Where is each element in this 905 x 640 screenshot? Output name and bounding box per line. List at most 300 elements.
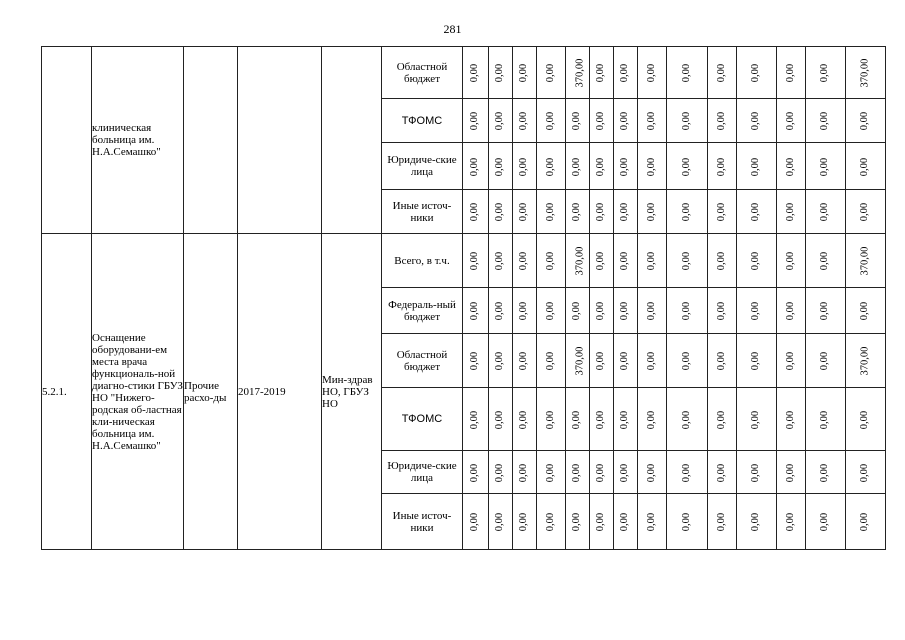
amount-cell (489, 143, 513, 190)
amount-cell (489, 190, 513, 234)
amount-cell (590, 190, 614, 234)
amount-cell (708, 47, 737, 99)
amount-cell (537, 388, 566, 451)
amount-cell (806, 143, 846, 190)
amount-cell (513, 494, 537, 550)
amount-cell (846, 388, 886, 451)
amount-cell (537, 288, 566, 334)
amount-cell (708, 143, 737, 190)
amount-value: 0,00 (819, 463, 831, 482)
amount-cell (614, 451, 638, 494)
amount-value: 0,00 (469, 463, 481, 482)
amount-cell (566, 190, 590, 234)
funding-source: Иные источ-ники (382, 494, 463, 550)
amount-value: 0,00 (819, 157, 831, 176)
amount-value: 0,00 (646, 512, 657, 532)
amount-cell (737, 494, 777, 550)
amount-value: 0,00 (469, 512, 481, 532)
amount-value: 0,00 (571, 463, 583, 482)
amount-value: 0,00 (494, 410, 506, 429)
amount-cell (590, 451, 614, 494)
amount-value: 0,00 (819, 251, 831, 271)
amount-cell (614, 334, 638, 388)
amount-value: 0,00 (785, 111, 796, 131)
amount-value: 0,00 (859, 111, 871, 131)
amount-value: 0,00 (750, 63, 762, 83)
amount-cell (489, 47, 513, 99)
amount-cell (708, 190, 737, 234)
amount-value: 0,00 (785, 157, 796, 176)
amount-cell (667, 494, 708, 550)
funding-source: ТФОМС (382, 388, 463, 451)
amount-value: 0,00 (518, 63, 530, 83)
amount-value: 0,00 (518, 157, 530, 176)
amount-cell (806, 234, 846, 288)
amount-cell (513, 288, 537, 334)
amount-value: 0,00 (859, 410, 871, 429)
amount-cell (566, 143, 590, 190)
amount-value: 0,00 (545, 301, 556, 321)
amount-cell (463, 334, 489, 388)
amount-cell (614, 190, 638, 234)
amount-value: 0,00 (681, 251, 692, 271)
amount-cell (777, 388, 806, 451)
amount-value: 0,00 (469, 111, 481, 131)
amount-value: 0,00 (518, 463, 530, 482)
amount-value: 0,00 (571, 301, 583, 321)
implementation-period (238, 47, 322, 234)
amount-value: 0,00 (785, 301, 796, 321)
amount-value: 0,00 (750, 463, 762, 482)
amount-cell (737, 143, 777, 190)
amount-cell (708, 388, 737, 451)
amount-value: 0,00 (469, 351, 481, 371)
amount-value: 0,00 (716, 63, 727, 83)
amount-value: 0,00 (518, 301, 530, 321)
amount-cell (737, 451, 777, 494)
amount-value: 370,00 (574, 58, 586, 88)
amount-cell (537, 143, 566, 190)
amount-cell (806, 388, 846, 451)
amount-value: 0,00 (494, 157, 506, 176)
amount-cell (489, 388, 513, 451)
amount-value: 0,00 (619, 351, 631, 371)
amount-cell (638, 388, 667, 451)
amount-cell (590, 143, 614, 190)
amount-value: 0,00 (518, 202, 530, 222)
amount-value: 0,00 (819, 63, 831, 83)
amount-cell (537, 334, 566, 388)
funding-source: Иные источ-ники (382, 190, 463, 234)
amount-cell (566, 288, 590, 334)
amount-cell (708, 288, 737, 334)
amount-value: 0,00 (619, 463, 631, 482)
amount-value: 0,00 (545, 111, 556, 131)
amount-value: 0,00 (494, 202, 506, 222)
amount-cell (667, 388, 708, 451)
amount-value: 0,00 (819, 301, 831, 321)
amount-value: 0,00 (494, 463, 506, 482)
amount-value: 0,00 (681, 463, 692, 482)
amount-value: 0,00 (716, 410, 727, 429)
amount-value: 0,00 (681, 351, 692, 371)
amount-cell (708, 334, 737, 388)
amount-cell (614, 234, 638, 288)
amount-value: 0,00 (545, 251, 556, 271)
amount-cell (777, 334, 806, 388)
amount-cell (737, 334, 777, 388)
amount-value: 0,00 (859, 157, 871, 176)
funding-source: Федераль-ный бюджет (382, 288, 463, 334)
amount-cell (513, 143, 537, 190)
amount-value: 0,00 (646, 202, 657, 222)
amount-cell (638, 234, 667, 288)
amount-value: 0,00 (646, 111, 657, 131)
amount-cell (513, 47, 537, 99)
amount-value: 0,00 (716, 463, 727, 482)
amount-cell (846, 47, 886, 99)
amount-cell (463, 451, 489, 494)
amount-value: 0,00 (518, 512, 530, 532)
amount-cell (590, 388, 614, 451)
table-row (42, 234, 886, 288)
amount-cell (846, 234, 886, 288)
amount-value: 0,00 (494, 351, 506, 371)
funding-source: Юридиче-ские лица (382, 143, 463, 190)
amount-value: 0,00 (819, 512, 831, 532)
amount-cell (614, 47, 638, 99)
amount-value: 0,00 (859, 463, 871, 482)
amount-cell (566, 494, 590, 550)
amount-value: 0,00 (545, 202, 556, 222)
amount-cell (537, 190, 566, 234)
amount-value: 0,00 (545, 463, 556, 482)
funding-source: Областной бюджет (382, 334, 463, 388)
amount-value: 0,00 (716, 301, 727, 321)
amount-value: 0,00 (518, 251, 530, 271)
amount-cell (806, 334, 846, 388)
amount-value: 0,00 (646, 410, 657, 429)
amount-value: 0,00 (750, 202, 762, 222)
amount-cell (489, 494, 513, 550)
amount-cell (777, 288, 806, 334)
amount-value: 0,00 (750, 301, 762, 321)
amount-cell (806, 190, 846, 234)
amount-value: 0,00 (619, 111, 631, 131)
amount-value: 0,00 (716, 351, 727, 371)
amount-value: 0,00 (785, 512, 796, 532)
amount-cell (463, 234, 489, 288)
amount-value: 0,00 (785, 202, 796, 222)
amount-value: 0,00 (681, 157, 692, 176)
amount-value: 0,00 (595, 63, 607, 83)
amount-cell (590, 47, 614, 99)
amount-value: 0,00 (571, 202, 583, 222)
amount-value: 0,00 (571, 512, 583, 532)
amount-cell (638, 47, 667, 99)
amount-value: 0,00 (595, 157, 607, 176)
amount-cell (566, 234, 590, 288)
amount-value: 0,00 (681, 63, 692, 83)
funding-source: Юридиче-ские лица (382, 451, 463, 494)
amount-value: 0,00 (819, 351, 831, 371)
amount-cell (638, 99, 667, 143)
amount-value: 0,00 (494, 251, 506, 271)
amount-value: 0,00 (819, 202, 831, 222)
funding-source: Областной бюджет (382, 47, 463, 99)
amount-value: 0,00 (859, 301, 871, 321)
amount-value: 0,00 (646, 351, 657, 371)
amount-value: 0,00 (750, 351, 762, 371)
amount-cell (737, 234, 777, 288)
amount-cell (777, 234, 806, 288)
amount-cell (566, 451, 590, 494)
amount-value: 0,00 (619, 410, 631, 429)
expense-type: Прочие расхо-ды (184, 234, 238, 550)
amount-value: 0,00 (469, 157, 481, 176)
amount-cell (806, 494, 846, 550)
amount-cell (537, 494, 566, 550)
amount-cell (638, 334, 667, 388)
executor: Мин-здрав НО, ГБУЗ НО (322, 234, 382, 550)
amount-cell (846, 143, 886, 190)
amount-cell (614, 99, 638, 143)
amount-cell (614, 494, 638, 550)
amount-value: 0,00 (750, 157, 762, 176)
amount-value: 0,00 (494, 63, 506, 83)
amount-cell (846, 451, 886, 494)
amount-cell (638, 288, 667, 334)
amount-cell (667, 47, 708, 99)
amount-value: 370,00 (859, 346, 871, 376)
amount-cell (566, 388, 590, 451)
measure-name: клиническая больница им. Н.А.Семашко" (92, 47, 184, 234)
amount-cell (590, 288, 614, 334)
amount-value: 0,00 (750, 111, 762, 131)
funding-source: Всего, в т.ч. (382, 234, 463, 288)
amount-value: 0,00 (571, 111, 583, 131)
amount-cell (638, 143, 667, 190)
amount-value: 0,00 (595, 351, 607, 371)
amount-cell (638, 494, 667, 550)
amount-cell (708, 451, 737, 494)
amount-cell (590, 334, 614, 388)
amount-value: 0,00 (545, 63, 556, 83)
amount-cell (489, 234, 513, 288)
amount-cell (806, 288, 846, 334)
amount-value: 0,00 (545, 512, 556, 532)
amount-cell (806, 451, 846, 494)
table-row (42, 47, 886, 99)
amount-cell (489, 288, 513, 334)
amount-value: 0,00 (571, 410, 583, 429)
amount-cell (614, 288, 638, 334)
amount-cell (777, 99, 806, 143)
amount-value: 0,00 (785, 63, 796, 83)
budget-table (41, 46, 886, 550)
amount-value: 0,00 (469, 410, 481, 429)
amount-cell (489, 451, 513, 494)
amount-value: 0,00 (595, 111, 607, 131)
amount-cell (846, 190, 886, 234)
amount-value: 0,00 (750, 251, 762, 271)
measure-name: Оснащение оборудовани-ем места врача функциональ-ной диагно-стики ГБУЗ НО "Нижего-родская об-ластная кли-ническая больница им. Н.А.Семашко" (92, 234, 184, 550)
amount-value: 0,00 (646, 157, 657, 176)
amount-cell (737, 288, 777, 334)
amount-cell (513, 451, 537, 494)
amount-value: 0,00 (619, 301, 631, 321)
amount-cell (846, 288, 886, 334)
amount-value: 0,00 (595, 512, 607, 532)
amount-cell (846, 494, 886, 550)
amount-cell (537, 99, 566, 143)
amount-value: 0,00 (785, 251, 796, 271)
amount-cell (708, 99, 737, 143)
amount-value: 0,00 (785, 351, 796, 371)
amount-value: 0,00 (494, 301, 506, 321)
amount-cell (667, 99, 708, 143)
amount-value: 0,00 (595, 463, 607, 482)
amount-cell (846, 334, 886, 388)
amount-value: 0,00 (494, 111, 506, 131)
amount-value: 0,00 (646, 63, 657, 83)
amount-value: 0,00 (619, 202, 631, 222)
executor (322, 47, 382, 234)
amount-value: 370,00 (859, 58, 871, 88)
amount-cell (737, 388, 777, 451)
amount-cell (667, 234, 708, 288)
amount-value: 0,00 (545, 351, 556, 371)
amount-cell (614, 143, 638, 190)
amount-cell (614, 388, 638, 451)
amount-value: 0,00 (819, 111, 831, 131)
amount-value: 0,00 (619, 157, 631, 176)
amount-cell (777, 494, 806, 550)
amount-cell (537, 234, 566, 288)
amount-value: 0,00 (619, 251, 631, 271)
amount-cell (566, 334, 590, 388)
amount-value: 0,00 (494, 512, 506, 532)
amount-cell (708, 494, 737, 550)
amount-cell (777, 190, 806, 234)
amount-value: 0,00 (785, 463, 796, 482)
amount-cell (777, 451, 806, 494)
amount-cell (566, 99, 590, 143)
amount-cell (737, 47, 777, 99)
amount-value: 0,00 (469, 301, 481, 321)
amount-cell (638, 190, 667, 234)
amount-cell (590, 494, 614, 550)
amount-cell (513, 99, 537, 143)
amount-value: 0,00 (595, 410, 607, 429)
amount-value: 0,00 (681, 410, 692, 429)
amount-cell (463, 494, 489, 550)
amount-value: 0,00 (646, 251, 657, 271)
amount-value: 0,00 (469, 202, 481, 222)
amount-value: 0,00 (750, 410, 762, 429)
expense-type (184, 47, 238, 234)
amount-value: 0,00 (750, 512, 762, 532)
amount-value: 370,00 (859, 246, 871, 276)
amount-cell (489, 99, 513, 143)
amount-cell (463, 99, 489, 143)
amount-value: 370,00 (574, 346, 586, 376)
amount-value: 0,00 (595, 251, 607, 271)
amount-value: 0,00 (859, 202, 871, 222)
amount-value: 0,00 (571, 157, 583, 176)
amount-value: 0,00 (819, 410, 831, 429)
amount-cell (566, 47, 590, 99)
amount-value: 0,00 (646, 301, 657, 321)
amount-value: 0,00 (681, 512, 692, 532)
amount-value: 0,00 (716, 512, 727, 532)
amount-value: 0,00 (545, 157, 556, 176)
amount-cell (806, 47, 846, 99)
amount-cell (806, 99, 846, 143)
amount-cell (846, 99, 886, 143)
amount-value: 0,00 (619, 63, 631, 83)
amount-cell (463, 47, 489, 99)
amount-value: 0,00 (681, 111, 692, 131)
measure-number: 5.2.1. (42, 234, 92, 550)
amount-value: 0,00 (469, 63, 481, 83)
amount-value: 0,00 (518, 410, 530, 429)
amount-cell (590, 99, 614, 143)
amount-value: 0,00 (619, 512, 631, 532)
amount-cell (667, 334, 708, 388)
amount-value: 0,00 (716, 157, 727, 176)
amount-value: 0,00 (716, 202, 727, 222)
measure-number (42, 47, 92, 234)
amount-value: 0,00 (518, 351, 530, 371)
amount-value: 0,00 (595, 202, 607, 222)
amount-value: 0,00 (681, 202, 692, 222)
amount-value: 0,00 (716, 111, 727, 131)
amount-cell (463, 388, 489, 451)
amount-cell (667, 451, 708, 494)
amount-value: 0,00 (595, 301, 607, 321)
amount-cell (708, 234, 737, 288)
amount-cell (463, 288, 489, 334)
amount-value: 0,00 (716, 251, 727, 271)
amount-cell (489, 334, 513, 388)
page-number: 281 (443, 22, 462, 36)
implementation-period: 2017-2019 (238, 234, 322, 550)
amount-value: 370,00 (574, 246, 586, 276)
amount-value: 0,00 (785, 410, 796, 429)
amount-cell (737, 190, 777, 234)
amount-value: 0,00 (545, 410, 556, 429)
amount-cell (513, 190, 537, 234)
amount-cell (667, 190, 708, 234)
amount-value: 0,00 (518, 111, 530, 131)
amount-cell (737, 99, 777, 143)
funding-source: ТФОМС (382, 99, 463, 143)
amount-cell (513, 234, 537, 288)
amount-cell (463, 190, 489, 234)
amount-value: 0,00 (469, 251, 481, 271)
amount-cell (667, 288, 708, 334)
amount-cell (777, 143, 806, 190)
amount-cell (777, 47, 806, 99)
amount-value: 0,00 (681, 301, 692, 321)
amount-cell (513, 334, 537, 388)
amount-cell (537, 451, 566, 494)
amount-cell (463, 143, 489, 190)
amount-cell (667, 143, 708, 190)
amount-value: 0,00 (646, 463, 657, 482)
amount-cell (513, 388, 537, 451)
